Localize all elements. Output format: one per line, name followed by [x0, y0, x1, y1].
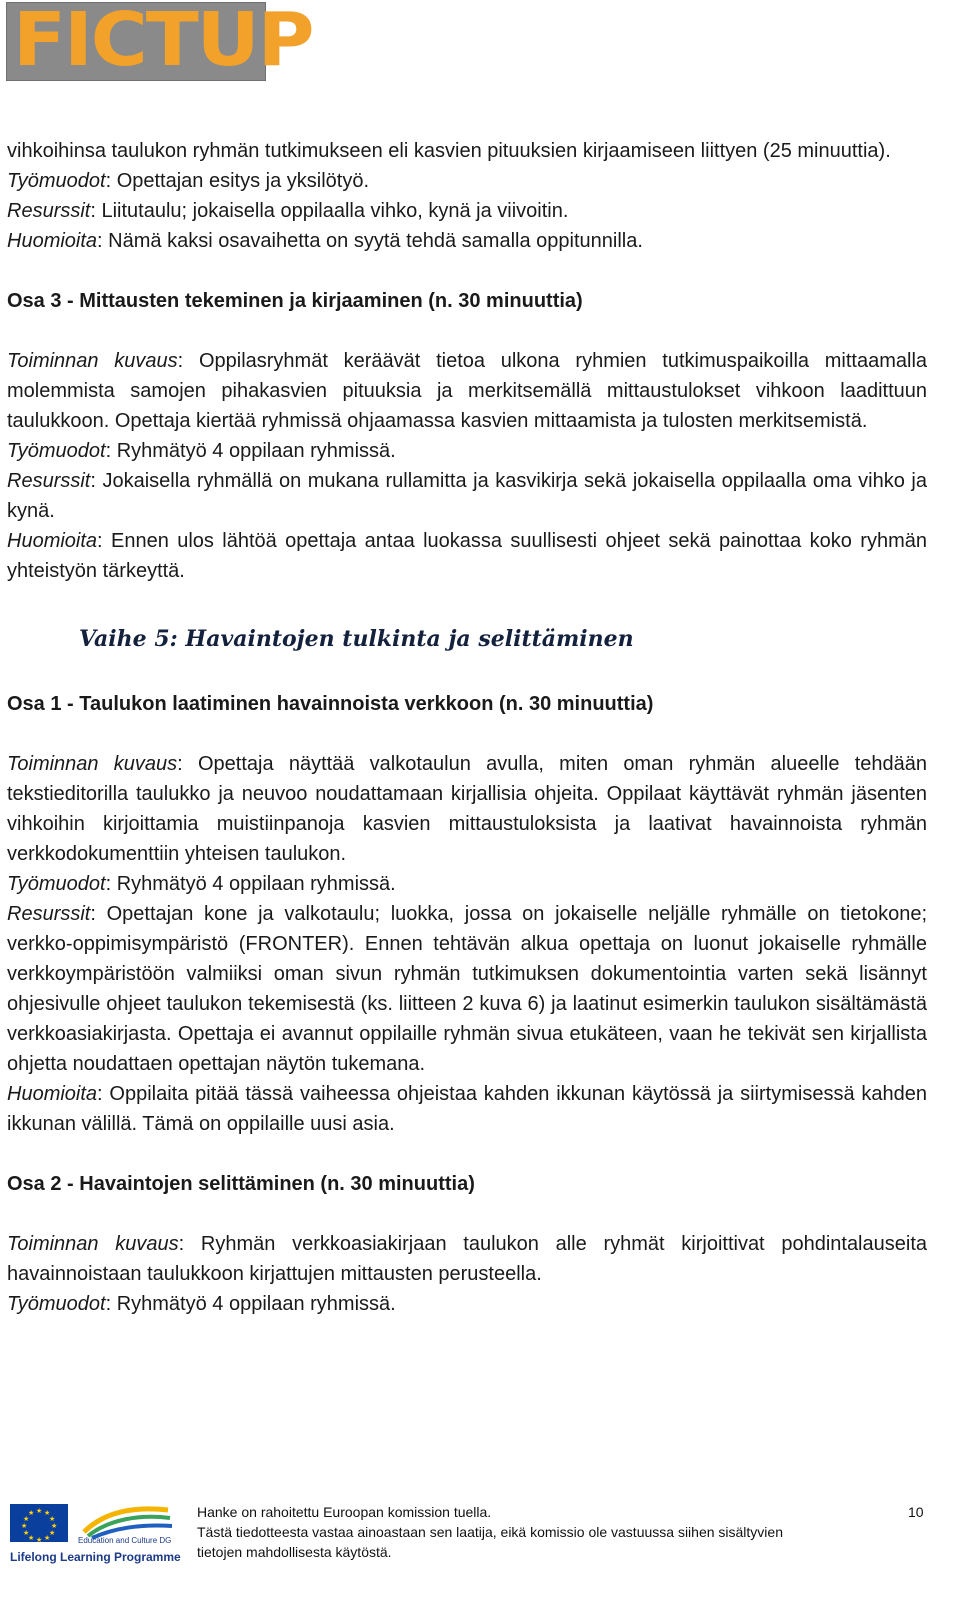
osa3-resurssit — [7, 466, 927, 526]
intro-huomioita — [7, 226, 927, 256]
huomioita-text: : Nämä kaksi osavaihetta on syytä tehdä samalla oppitunnilla. — [97, 230, 643, 252]
tyomuodot-text: : Ryhmätyö 4 oppilaan ryhmissä. — [105, 440, 396, 462]
osa1-tyomuodot — [7, 869, 927, 899]
tyomuodot-label: Työmuodot — [7, 1293, 106, 1315]
tyomuodot-label: Työmuodot — [7, 440, 106, 462]
kuvaus-label: Toiminnan kuvaus — [7, 1233, 179, 1255]
edu-logo-text: Education and Culture DG — [78, 1536, 172, 1545]
tyomuodot-label: Työmuodot — [7, 873, 106, 895]
fictup-logo-text: FICTUP — [13, 0, 313, 83]
kuvaus-label: Toiminnan kuvaus — [7, 350, 178, 372]
llp-logo-text: Lifelong Learning Programme — [10, 1550, 181, 1564]
page-number: 10 — [908, 1504, 924, 1520]
resurssit-label: Resurssit — [7, 903, 91, 925]
osa2-kuvaus — [7, 1229, 927, 1289]
resurssit-text: : Liitutaulu; jokaisella oppilaalla vihko, kynä ja viivoitin. — [90, 200, 569, 222]
page-footer — [0, 1496, 960, 1620]
footer-line-2: Tästä tiedotteesta vastaa ainoastaan sen laatija, eikä komissio ole vastuussa siihen sisältyvien — [197, 1524, 783, 1540]
osa1-huomioita — [7, 1079, 927, 1139]
footer-line-3: tietojen mahdollisesta käytöstä. — [197, 1544, 392, 1560]
osa3-huomioita — [7, 526, 927, 586]
intro-line: vihkoihinsa taulukon ryhmän tutkimukseen eli kasvien pituuksien kirjaamiseen liittyen (25 minuuttia). — [7, 140, 891, 162]
resurssit-label: Resurssit — [7, 200, 91, 222]
document-body — [7, 136, 927, 1319]
footer-line-1: Hanke on rahoitettu Euroopan komission tuella. — [197, 1504, 492, 1520]
resurssit-text: : Opettajan kone ja valkotaulu; luokka, jossa on jokaiselle neljälle ryhmälle on tietokone; verkko-oppimisympäristö (FRONTER). Ennen tehtävän alkua opettaja on luonut jokaiselle ryhmälle verkkoympäristöön valmiiksi oman sivun ryhmän tutkimuksen dokumentointia varten sekä lisännyt ohjesivulle ohjeet taulukon tekemisestä (ks. liitteen 2 kuva 6) ja laatinut esimerkin taulukon sisältämästä verkkoasiakirjasta. Opettaja ei avannut oppilaille ryhmän sivua etukäteen, vaan he tekivät sen kirjallista ohjetta noudattaen opettajan näytön tukemana. — [7, 903, 927, 1075]
huomioita-label: Huomioita — [7, 230, 98, 252]
vaihe5-heading: Vaihe 5: Havaintojen tulkinta ja selittäminen — [79, 626, 634, 652]
tyomuodot-text: : Ryhmätyö 4 oppilaan ryhmissä. — [105, 873, 396, 895]
eu-flag-icon: ★ ★ ★ ★ ★ ★ ★ ★ ★ ★ ★ ★ — [10, 1504, 68, 1542]
osa3-tyomuodot — [7, 436, 927, 466]
tyomuodot-text: : Opettajan esitys ja yksilötyö. — [105, 170, 370, 192]
intro-resurssit — [7, 196, 927, 226]
osa1-kuvaus — [7, 749, 927, 869]
tyomuodot-label: Työmuodot — [7, 170, 106, 192]
kuvaus-text: : Oppilasryhmät keräävät tietoa ulkona ryhmien tutkimuspaikoilla mittaamalla molemmista samojen pihakasvien pituuksia ja merkitsemällä mittaustulokset vihkoon laadittuun taulukkoon. Opettaja kiertää ryhmissä ohjaamassa kasvien mittaamista ja tulosten merkitsemistä. — [7, 350, 928, 432]
tyomuodot-text: : Ryhmätyö 4 oppilaan ryhmissä. — [105, 1293, 396, 1315]
fictup-logo — [6, 0, 313, 83]
resurssit-label: Resurssit — [7, 470, 91, 492]
osa3-kuvaus — [7, 346, 927, 436]
kuvaus-text: : Ryhmän verkkoasiakirjaan taulukon alle ryhmät kirjoittivat pohdintalauseita havainnoistaan taulukkoon kirjattujen mittausten perusteella. — [7, 1233, 927, 1285]
huomioita-label: Huomioita — [7, 1083, 98, 1105]
osa1-resurssit — [7, 899, 927, 1079]
huomioita-text: : Oppilaita pitää tässä vaiheessa ohjeistaa kahden ikkunan käytössä ja siirtymisessä kahden ikkunan välillä. Tämä on oppilaille uusi asia. — [7, 1083, 927, 1135]
osa3-heading: Osa 3 - Mittausten tekeminen ja kirjaaminen (n. 30 minuuttia) — [7, 290, 583, 312]
kuvaus-label: Toiminnan kuvaus — [7, 753, 178, 775]
osa1-heading: Osa 1 - Taulukon laatiminen havainnoista verkkoon (n. 30 minuuttia) — [7, 693, 654, 715]
osa2-tyomuodot — [7, 1289, 927, 1319]
kuvaus-text: : Opettaja näyttää valkotaulun avulla, miten oman ryhmän alueelle tehdään tekstieditorilla taulukko ja neuvoo noudattamaan kirjallisia ohjeita. Oppilaat käyttävät ryhmän jäsenten vihkoihin kirjoittamia muistiinpanoja kasvien mittaustuloksista ja laativat havainnoista ryhmän verkkodokumenttiin yhteisen taulukon. — [7, 753, 928, 865]
huomioita-label: Huomioita — [7, 530, 98, 552]
osa2-heading: Osa 2 - Havaintojen selittäminen (n. 30 minuuttia) — [7, 1173, 475, 1195]
intro-tyomuodot — [7, 166, 927, 196]
resurssit-text: : Jokaisella ryhmällä on mukana rullamitta ja kasvikirja sekä jokaisella oppilaalla oma vihko ja kynä. — [7, 470, 927, 522]
huomioita-text: : Ennen ulos lähtöä opettaja antaa luokassa suullisesti ohjeet sekä painottaa koko ryhmän yhteistyön tärkeyttä. — [7, 530, 927, 582]
